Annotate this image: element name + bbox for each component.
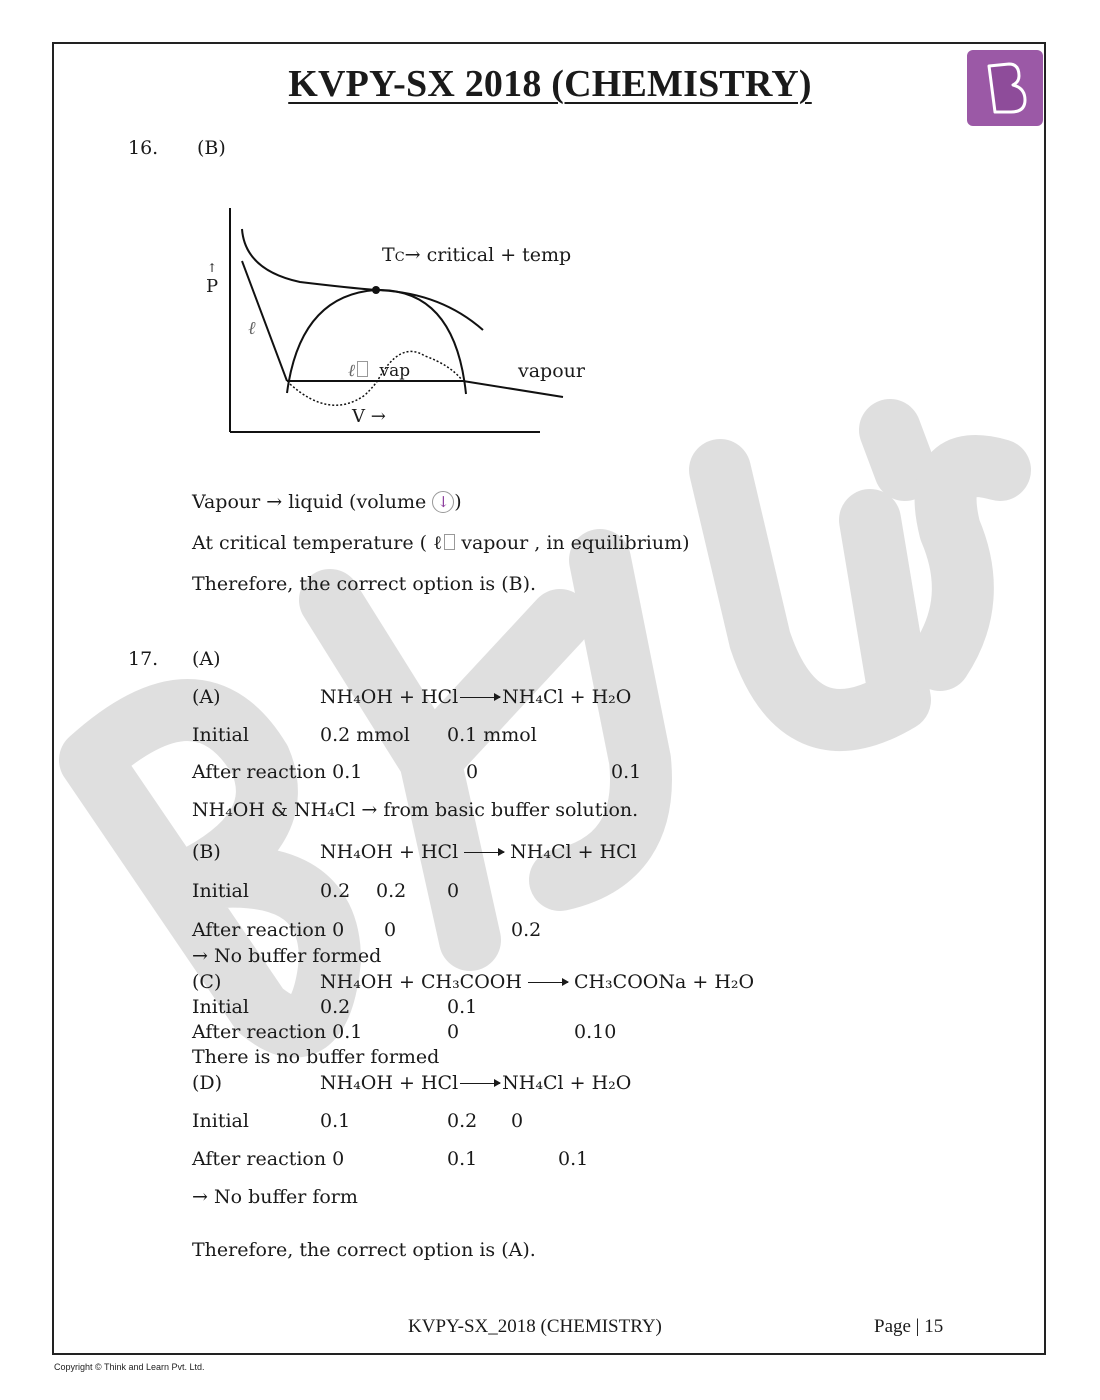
v-axis-label: V → [352,406,386,427]
option-c-equation [320,973,754,992]
eq-products: NH₄Cl + HCl [510,841,637,863]
critical-temp-label [382,246,571,265]
q16-line1-text: Vapour → liquid (volume [192,491,433,513]
option-a-after-3: 0.1 [611,761,642,783]
option-a-initial-label: Initial [192,724,249,746]
eq-products: NH₄Cl + H₂O [502,1072,632,1094]
equilibrium-symbol-icon [357,361,368,377]
option-c-initial-label: Initial [192,996,249,1018]
option-d-note: → No buffer form [192,1186,358,1208]
footer-title: KVPY-SX_2018 (CHEMISTRY) [408,1316,662,1337]
p-axis-label: P [206,276,219,297]
q16-line2-rest: vapour , in equilibrium) [455,532,690,554]
option-d-initial-3: 0 [511,1110,524,1132]
question-number-17: 17. [128,648,159,670]
option-a-label: (A) [192,686,221,708]
equilibrium-symbol-icon [444,534,455,550]
option-b-initial-1: 0.2 [320,880,351,902]
option-a-note: NH₄OH & NH₄Cl → from basic buffer solution. [192,799,639,821]
down-arrow-circle-icon: ↓ [432,491,454,513]
q16-line-volume [192,491,462,513]
critical-sub: C [394,250,405,265]
equilibrium-label [348,361,410,380]
eq-reactants: NH₄OH + HCl [320,1072,459,1094]
q16-conclusion: Therefore, the correct option is (B). [192,573,537,595]
option-b-after-3: 0.2 [511,919,542,941]
option-a-initial-2: 0.1 mmol [447,724,537,746]
option-c-after-label: After reaction 0.1 [192,1021,363,1043]
question-17-answer: (A) [192,648,221,670]
option-b-initial-3: 0 [447,880,460,902]
option-b-after-2: 0 [384,919,397,941]
liquid-label: ℓ [248,318,256,339]
pv-isotherm-diagram [200,200,600,440]
q16-line2-text: At critical temperature ( ℓ [192,532,443,554]
option-d-after-3: 0.1 [558,1148,589,1170]
reaction-arrow-icon [460,1083,500,1084]
option-d-initial-2: 0.2 [447,1110,478,1132]
option-d-equation [320,1074,631,1093]
option-a-initial-1: 0.2 mmol [320,724,410,746]
option-c-initial-1: 0.2 [320,996,351,1018]
option-d-label: (D) [192,1072,223,1094]
reaction-arrow-icon [464,852,504,853]
question-number-16: 16. [128,137,159,159]
option-b-equation [320,843,637,862]
option-b-note: → No buffer formed [192,945,382,967]
eq-products: NH₄Cl + H₂O [502,686,632,708]
eq-reactants: NH₄OH + HCl [320,686,459,708]
page-title: KVPY-SX 2018 (CHEMISTRY) [288,63,812,105]
option-a-after-label: After reaction 0.1 [192,761,363,783]
option-d-initial-1: 0.1 [320,1110,351,1132]
eq-reactants: NH₄OH + HCl [320,841,459,863]
option-b-initial-label: Initial [192,880,249,902]
reaction-arrow-icon [528,982,568,983]
question-16-answer: (B) [197,137,226,159]
p-axis-arrow: ↑ [207,261,218,275]
eq-reactants: NH₄OH + CH₃COOH [320,971,522,993]
critical-t: T [382,244,395,266]
option-c-note: There is no buffer formed [192,1046,440,1068]
critical-rest: → critical + temp [404,244,572,266]
option-c-label: (C) [192,971,222,993]
vapour-label: vapour [518,360,585,382]
pv-diagram-svg [200,200,600,440]
page-number: Page | 15 [874,1316,944,1337]
b-logo-icon [967,50,1043,126]
byjus-logo [967,50,1043,126]
eq-liquid: ℓ [348,361,356,381]
option-a-after-2: 0 [466,761,479,783]
q17-conclusion: Therefore, the correct option is (A). [192,1239,536,1261]
eq-products: CH₃COONa + H₂O [573,971,755,993]
option-a-equation [320,688,631,707]
option-d-after-2: 0.1 [447,1148,478,1170]
q16-line-critical [192,534,690,553]
eq-vap: vap [379,361,411,381]
option-d-after-label: After reaction 0 [192,1148,345,1170]
option-c-initial-2: 0.1 [447,996,478,1018]
option-b-label: (B) [192,841,221,863]
copyright-notice: Copyright © Think and Learn Pvt. Ltd. [54,1362,205,1372]
option-c-after-2: 0 [447,1021,460,1043]
q16-line1-close: ) [454,491,462,513]
option-b-initial-2: 0.2 [376,880,407,902]
option-c-after-3: 0.10 [574,1021,617,1043]
reaction-arrow-icon [460,697,500,698]
option-b-after-label: After reaction 0 [192,919,345,941]
option-d-initial-label: Initial [192,1110,249,1132]
